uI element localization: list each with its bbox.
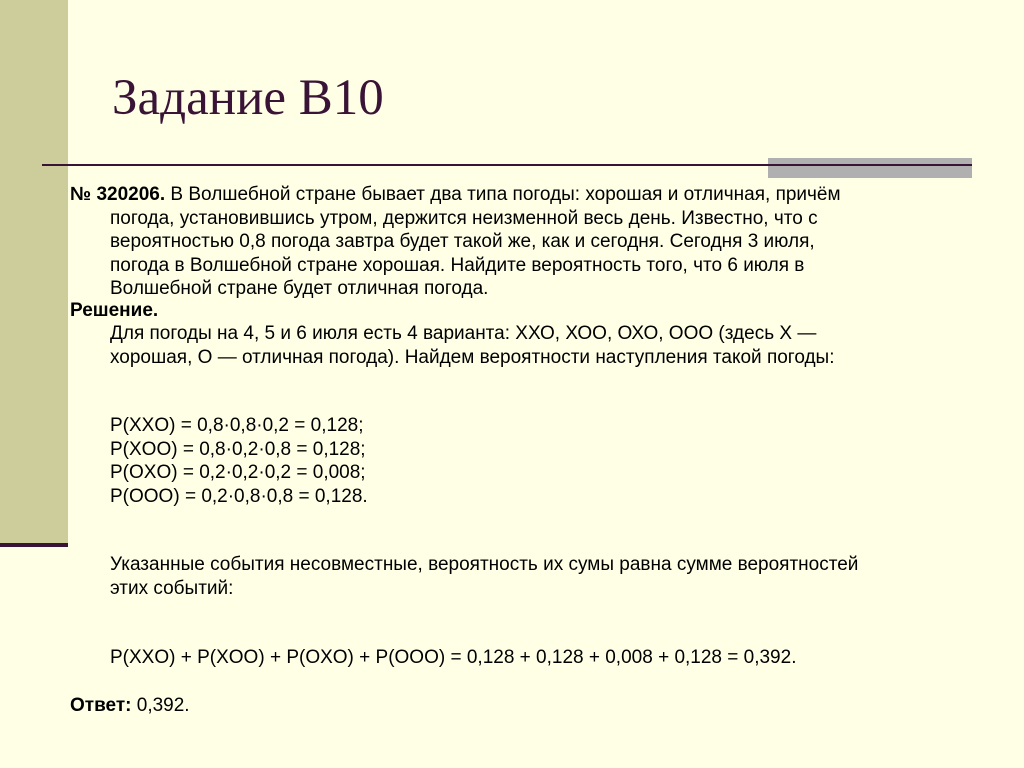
task-text-line: вероятностью 0,8 погода завтра будет такой же, как и сегодня. Сегодня 3 июля, xyxy=(110,231,815,253)
solution-intro-line: Для погоды на 4, 5 и 6 июля есть 4 варианта: ХХО, ХОО, ОХО, ООО (здесь Х — xyxy=(110,323,817,344)
sum-line: P(XXO) + P(XOO) + P(OXO) + P(OOO) = 0,128 + 0,128 + 0,008 + 0,128 = 0,392. xyxy=(110,647,797,668)
task-text-line: В Волшебной стране бывает два типа погоды: хорошая и отличная, причём xyxy=(170,184,841,205)
left-decor-bar xyxy=(0,0,68,543)
task-text-line: погода в Волшебной стране хорошая. Найдите вероятность того, что 6 июля в xyxy=(110,254,805,276)
solution-heading: Решение. xyxy=(70,300,159,321)
note-line: этих событий: xyxy=(110,577,234,599)
task-line-1 xyxy=(70,183,841,207)
task-number: № 320206. xyxy=(70,184,166,205)
probability-line: P(XXO) = 0,8·0,8·0,2 = 0,128; xyxy=(110,415,364,436)
left-decor-line xyxy=(0,543,68,547)
title-divider-block xyxy=(768,158,972,178)
task-text-line: погода, установившись утром, держится неизменной весь день. Известно, что с xyxy=(110,207,818,229)
answer-line xyxy=(70,694,190,718)
task-text-line: Волшебной стране будет отличная погода. xyxy=(110,278,489,300)
probability-line: P(OXO) = 0,2·0,2·0,2 = 0,008; xyxy=(110,462,366,484)
answer-value: 0,392. xyxy=(136,695,190,716)
solution-intro-line: хорошая, О — отличная погода). Найдем вероятности наступления такой погоды: xyxy=(110,346,835,368)
probability-line: P(OOO) = 0,2·0,8·0,8 = 0,128. xyxy=(110,485,368,507)
note-line: Указанные события несовместные, вероятность их сумы равна сумме вероятностей xyxy=(110,554,859,575)
slide-title: Задание B10 xyxy=(112,70,384,126)
answer-label: Ответ: xyxy=(70,695,132,716)
probability-line: P(XOO) = 0,8·0,2·0,8 = 0,128; xyxy=(110,438,366,460)
